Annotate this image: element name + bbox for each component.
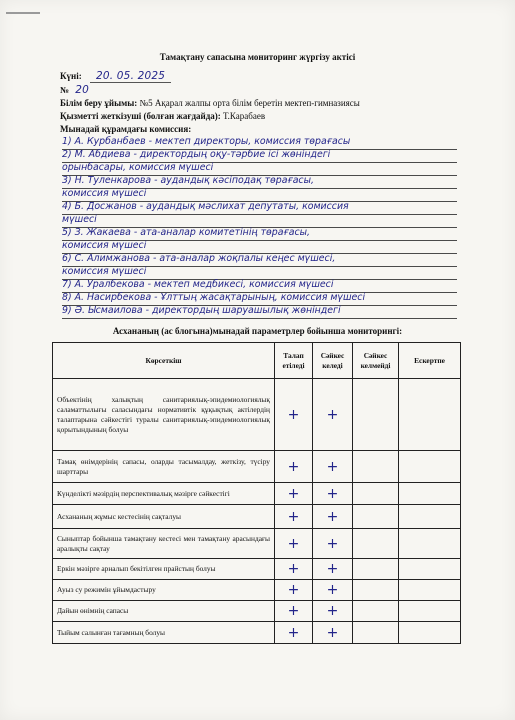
- commission-line: 8) А. Насирбекова - Ұлттың жасақтарының, комиссия мүшесі: [62, 291, 457, 306]
- number-value: 20: [75, 84, 90, 96]
- complies-mark: +: [313, 451, 353, 483]
- commission-line: 3) Н. Туленкарова - аудандық кәсіподақ төрағасы,: [62, 174, 457, 189]
- not-complies-cell: [353, 451, 399, 483]
- service-provider-value: Т.Карабаев: [223, 111, 266, 121]
- not-complies-cell: [353, 601, 399, 622]
- commission-line: 5) З. Жакаева - ата-аналар комитетінің төрағасы,: [62, 226, 457, 241]
- table-row: [53, 559, 461, 580]
- row-label: Асхананың жұмыс кестесінің сақталуы: [53, 505, 275, 529]
- table-row: [53, 529, 461, 559]
- row-label: Күнделікті мәзірдің перспективалық мәзірге сәйкестігі: [53, 483, 275, 505]
- required-mark: +: [275, 601, 313, 622]
- table-row: [53, 505, 461, 529]
- table-header-row: [53, 343, 461, 379]
- not-complies-cell: [353, 379, 399, 451]
- note-cell: [399, 505, 461, 529]
- required-mark: +: [275, 505, 313, 529]
- row-label: Сыныптар бойынша тамақтану кестесі мен тамақтану арасындағы аралықты сақтау: [53, 529, 275, 559]
- not-complies-cell: [353, 505, 399, 529]
- commission-line: 7) А. Уралбекова - мектеп медбикесі, комиссия мүшесі: [62, 278, 457, 293]
- commission-line: комиссия мүшесі: [62, 265, 457, 280]
- not-complies-cell: [353, 580, 399, 601]
- note-cell: [399, 580, 461, 601]
- scan-mark: [6, 12, 40, 14]
- organization-label: Білім беру ұйымы:: [60, 98, 138, 108]
- required-mark: +: [275, 529, 313, 559]
- table-row: [53, 580, 461, 601]
- row-label: Тыйым салынған тағамның болуы: [53, 622, 275, 644]
- required-mark: +: [275, 622, 313, 644]
- date-label: Күні:: [60, 71, 82, 81]
- header-complies: Сәйкес келеді: [313, 343, 353, 379]
- note-cell: [399, 451, 461, 483]
- commission-line: 6) С. Алимжанова - ата-аналар жоқпалы кеңес мүшесі,: [62, 252, 457, 267]
- monitoring-subtitle: Асхананың (ас блогына)мынадай параметрлер бойынша мониторингі:: [112, 326, 403, 336]
- commission-line: мүшесі: [62, 213, 457, 228]
- row-label: Еркін мәзірге арналып бекітілген прайстың болуы: [53, 559, 275, 580]
- table-row: [53, 601, 461, 622]
- date-row: [60, 70, 171, 82]
- commission-line: орынбасары, комиссия мүшесі: [62, 161, 457, 176]
- date-value: 20. 05. 2025: [90, 70, 171, 83]
- commission-line: 9) Ә. Ысмаилова - директордың шаруашылық жөніндегі: [62, 304, 457, 319]
- not-complies-cell: [353, 622, 399, 644]
- required-mark: +: [275, 451, 313, 483]
- note-cell: [399, 483, 461, 505]
- service-provider-row: [60, 111, 265, 121]
- header-not-complies: Сәйкес келмейді: [353, 343, 399, 379]
- table-row: [53, 622, 461, 644]
- header-note: Ескертпе: [399, 343, 461, 379]
- row-label: Тамақ өнімдерінің сапасы, оларды тасымалдау, жеткізу, түсіру шарттары: [53, 451, 275, 483]
- complies-mark: +: [313, 622, 353, 644]
- row-label: Ауыз су режимін ұйымдастыру: [53, 580, 275, 601]
- number-label: №: [60, 85, 70, 95]
- complies-mark: +: [313, 529, 353, 559]
- document-title: Тамақтану сапасына мониторинг жүргізу актісі: [159, 52, 356, 62]
- required-mark: +: [275, 580, 313, 601]
- not-complies-cell: [353, 559, 399, 580]
- complies-mark: +: [313, 505, 353, 529]
- row-label: Дайын өнімнің сапасы: [53, 601, 275, 622]
- complies-mark: +: [313, 580, 353, 601]
- table-row: [53, 451, 461, 483]
- row-label: Объектінің халықтың санитариялық-эпидемиологиялық саламаттылығы саласындағы нормативтік құқықтық актілердің талаптарына сәйкестігі туралы санитариялық-эпидемиологиялық қорытындының болуы: [53, 379, 275, 451]
- complies-mark: +: [313, 483, 353, 505]
- commission-line: 1) А. Курбанбаев - мектеп директоры, комиссия төрағасы: [62, 135, 457, 150]
- monitoring-table: [52, 342, 461, 644]
- note-cell: [399, 379, 461, 451]
- complies-mark: +: [313, 379, 353, 451]
- note-cell: [399, 601, 461, 622]
- not-complies-cell: [353, 483, 399, 505]
- required-mark: +: [275, 379, 313, 451]
- complies-mark: +: [313, 601, 353, 622]
- note-cell: [399, 529, 461, 559]
- header-required: Талап етіледі: [275, 343, 313, 379]
- table-row: [53, 379, 461, 451]
- commission-line: комиссия мүшесі: [62, 187, 457, 202]
- number-row: [60, 84, 89, 96]
- organization-value: №5 Ақарал жалпы орта білім беретін мектеп-гимназиясы: [139, 98, 360, 108]
- commission-line: 2) М. Абдиева - директордың оқу-тәрбие ісі жөніндегі: [62, 148, 457, 163]
- organization-row: [60, 98, 360, 108]
- commission-line: 4) Б. Досжанов - аудандық мәслихат депутаты, комиссия: [62, 200, 457, 215]
- not-complies-cell: [353, 529, 399, 559]
- commission-label: Мынадай құрамдағы комиссия:: [60, 124, 192, 134]
- header-indicator: Көрсеткіш: [53, 343, 275, 379]
- note-cell: [399, 622, 461, 644]
- required-mark: +: [275, 559, 313, 580]
- commission-line: комиссия мүшесі: [62, 239, 457, 254]
- service-provider-label: Қызметті жеткізуші (болған жағдайда):: [60, 111, 221, 121]
- required-mark: +: [275, 483, 313, 505]
- complies-mark: +: [313, 559, 353, 580]
- note-cell: [399, 559, 461, 580]
- table-row: [53, 483, 461, 505]
